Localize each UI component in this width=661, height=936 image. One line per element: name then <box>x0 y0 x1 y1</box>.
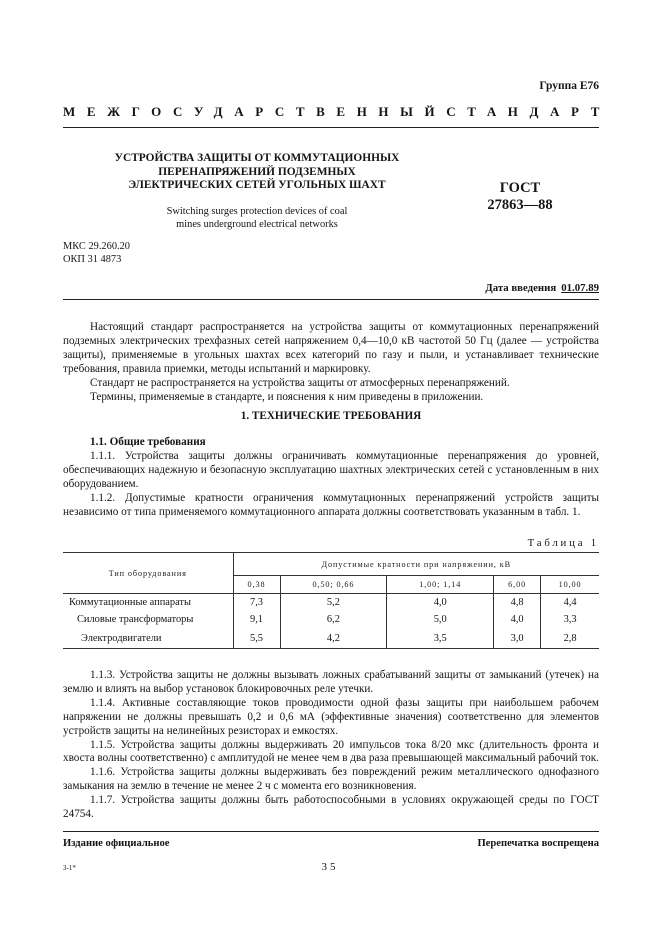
section-text <box>63 450 599 520</box>
standard-banner <box>63 104 612 120</box>
intro-paragraph: Термины, применяемые в стандарте, и пояснения к ним приведены в приложении. <box>90 390 484 403</box>
clause-1-1-1: 1.1.1. Устройства защиты должны ограничивать коммутационные перенапряжения до уровней, обеспечивающих надежную и безопасную эксплуатацию шахтных электрических сетей с установленным в них оборудованием. <box>63 450 599 490</box>
intro-paragraph: Настоящий стандарт распространяется на устройства защиты от коммутационных перенапряжений подземных электрических трехфазных сетей напряжением 0,4—10,0 кВ частотой 50 Гц (далее — устройства защиты), применяемые в угольных шахтах всех категорий по газу и пыли, и устанавливает технические требования, правила приемки, методы испытаний и маркировку. <box>63 321 599 375</box>
voltage-header: 10,00 <box>558 580 582 589</box>
clauses-text <box>63 669 599 822</box>
clause-1-1-3: 1.1.3. Устройства защиты не должны вызывать ложных срабатываний защиты от замыканий (утечек) на землю и влиять на выбор установок блокировочных реле утечки. <box>63 669 599 695</box>
table-1 <box>63 552 599 649</box>
date-rule <box>63 299 599 300</box>
official-edition: Издание официальное <box>63 838 170 849</box>
intro-paragraph: Стандарт не распространяется на устройства защиты от атмосферных перенапряжений. <box>90 376 510 389</box>
table-row: Силовые трансформаторы 9,1 6,2 5,0 4,0 3,3 <box>63 611 599 628</box>
column-group-voltage: Допустимые кратности при напряжении, кВ <box>233 553 599 576</box>
group-code: Группа Е76 <box>539 80 599 92</box>
voltage-header: 6,00 <box>494 576 541 594</box>
clause-1-1-2: 1.1.2. Допустимые кратности ограничения коммутационных перенапряжений устройств защиты независимо от типа применяемого коммутационного аппарата должны соответствовать указанным в табл. 1. <box>63 491 599 518</box>
reprint-prohibited: Перепечатка воспрещена <box>477 838 599 849</box>
footer-rule <box>63 831 599 832</box>
gost-number: ГОСТ 27863—88 <box>487 180 553 213</box>
clause-1-1-6: 1.1.6. Устройства защиты должны выдерживать без повреждений режим металлического однофазного замыкания на землю в течение не менее 2 ч с момента его возникновения. <box>63 766 599 793</box>
section-heading: 1. ТЕХНИЧЕСКИЕ ТРЕБОВАНИЯ <box>240 410 422 422</box>
clause-1-1-7: 1.1.7. Устройства защиты должны быть работоспособными в условиях окружающей среды по ГОСТ 24754. <box>63 794 599 821</box>
header-rule <box>63 127 599 128</box>
title-english: Switching surges protection devices of coal mines underground electrical networks <box>166 206 348 230</box>
intro-text <box>63 321 599 404</box>
clause-1-1-5: 1.1.5. Устройства защиты должны выдерживать 20 импульсов тока 8/20 мкс (длительность фронта и хвоста волны соответственно) с амплитудой не менее чем в два раза превышающей максимальный рабочий ток. <box>63 738 599 765</box>
page-number: 35 <box>321 861 339 873</box>
classification-codes <box>63 241 130 266</box>
voltage-header: 1,00; 1,14 <box>387 576 494 594</box>
voltage-header: 0,38 <box>233 576 280 594</box>
table-caption: Таблица 1 <box>527 537 599 549</box>
table-row: Коммутационные аппараты 7,3 5,2 4,0 4,8 4,4 <box>63 594 599 612</box>
banner-right: СТАНДАРТ <box>446 104 612 119</box>
mks-code: МКС 29.260.20 <box>63 241 131 252</box>
signature-mark: 3-1* <box>63 864 76 872</box>
clause-1-1-4: 1.1.4. Активные составляющие токов проводимости одной фазы защиты при наибольшем рабочем напряжении не должны превышать 0,2 и 0,6 мА (эффективные значения) соответственно для элементов устройств защиты на нелинейных резисторах и емкостях. <box>63 696 599 737</box>
okp-code: ОКП 31 4873 <box>63 253 122 265</box>
banner-left: МЕЖГОСУДАРСТВЕННЫЙ <box>63 104 447 119</box>
column-equipment-type: Тип оборудования <box>63 553 233 594</box>
voltage-header: 0,50; 0,66 <box>280 576 387 594</box>
introduction-date: Дата введения 01.07.89 <box>485 282 599 294</box>
subsection-heading: 1.1. Общие требования <box>90 436 206 448</box>
table-row: Электродвигатели 5,5 4,2 3,5 3,0 2,8 <box>63 628 599 649</box>
title-russian: УСТРОЙСТВА ЗАЩИТЫ ОТ КОММУТАЦИОННЫХ ПЕРЕНАПРЯЖЕНИЙ ПОДЗЕМНЫХ ЭЛЕКТРИЧЕСКИХ СЕТЕЙ УГОЛЬНЫХ ШАХТ <box>114 152 400 191</box>
